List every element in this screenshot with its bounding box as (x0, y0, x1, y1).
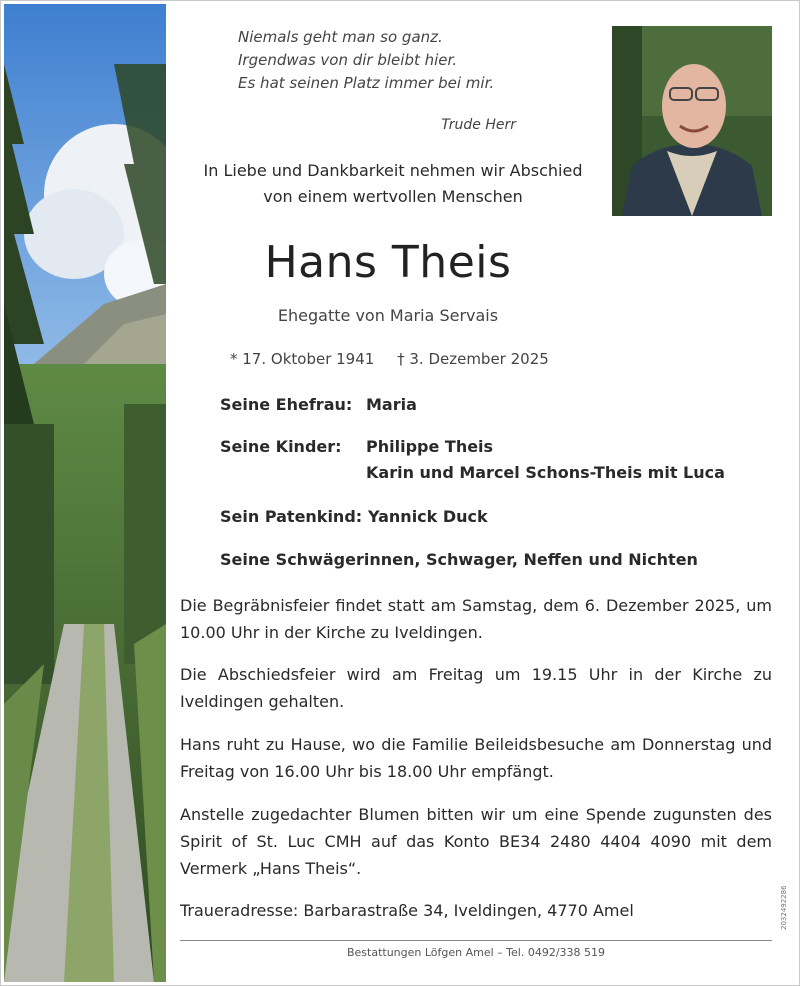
intro-line: von einem wertvollen Menschen (263, 187, 523, 206)
relative-others: Seine Schwägerinnen, Schwager, Neffen und Nichten (220, 550, 698, 569)
funeral-info: Die Begräbnisfeier findet statt am Samstag, dem 6. Dezember 2025, um 10.00 Uhr in der Kirche zu Iveldingen. (180, 596, 772, 642)
farewell-info: Die Abschiedsfeier wird am Freitag um 19.15 Uhr in der Kirche zu Iveldingen gehalten. (180, 665, 772, 711)
birth-date: * 17. Oktober 1941 (230, 350, 375, 368)
godchild-name: Yannick Duck (368, 507, 488, 526)
poem-line: Niemals geht man so ganz. (238, 28, 443, 46)
portrait-photo (612, 26, 772, 216)
footer-divider (180, 940, 772, 941)
poem-line: Irgendwas von dir bleibt hier. (238, 51, 458, 69)
intro-text (170, 158, 616, 210)
children-label: Seine Kinder: (220, 437, 342, 456)
donation-info: Anstelle zugedachter Blumen bitten wir um eine Spende zugunsten des Spirit of St. Luc CMH auf das Konto BE34 2480 4404 4090 mit dem Vermerk „Hans Theis“. (180, 805, 772, 878)
funeral-home-footer: Bestattungen Löfgen Amel – Tel. 0492/338 519 (346, 946, 606, 959)
child-name: Philippe Theis (366, 437, 494, 456)
relative-children (220, 437, 725, 482)
poem-author: Trude Herr (441, 117, 516, 133)
wife-label: Seine Ehefrau: (220, 395, 353, 414)
mourning-address: Traueradresse: Barbarastraße 34, Iveldingen, 4770 Amel (180, 901, 634, 920)
relative-godchild (220, 507, 488, 526)
death-date: † 3. Dezember 2025 (397, 350, 549, 368)
notice-code: 2032492286 (780, 885, 788, 930)
godchild-label: Sein Patenkind: (220, 507, 363, 526)
condolence-info: Hans ruht zu Hause, wo die Familie Beileidsbesuche am Donnerstag und Freitag von 16.00 Uhr bis 18.00 Uhr empfängt. (180, 735, 772, 781)
child-name: Karin und Marcel Schons-Theis mit Luca (366, 463, 725, 482)
wife-name: Maria (366, 395, 417, 414)
forest-path-photo (4, 4, 166, 982)
intro-line: In Liebe und Dankbarkeit nehmen wir Abschied (203, 161, 583, 180)
life-dates (230, 350, 549, 368)
poem-line: Es hat seinen Platz immer bei mir. (238, 74, 495, 92)
deceased-name: Hans Theis (264, 237, 512, 288)
poem-block (238, 26, 598, 133)
spouse-line: Ehegatte von Maria Servais (277, 306, 499, 325)
relative-wife (220, 395, 417, 414)
